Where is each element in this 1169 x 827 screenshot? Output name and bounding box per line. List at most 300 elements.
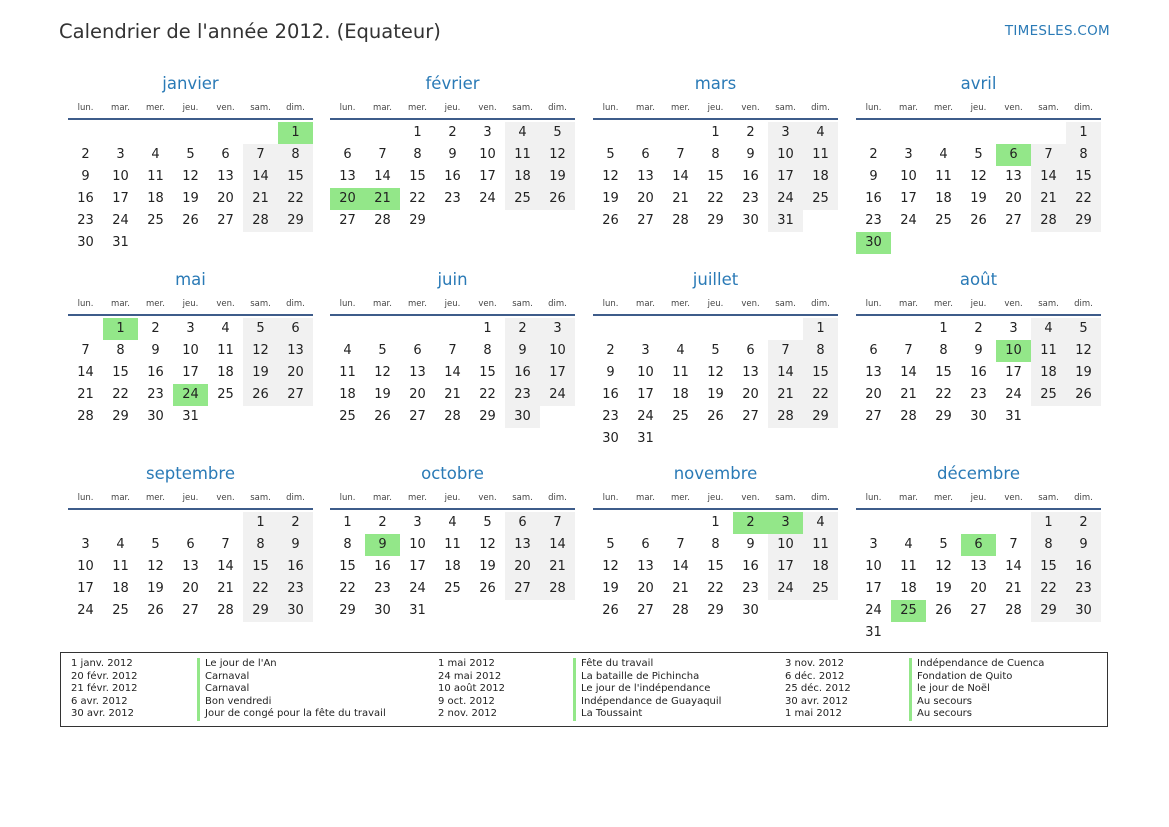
day-cell: 28 <box>900 409 917 424</box>
month-10 <box>330 463 575 622</box>
weekday-label: sam. <box>775 103 796 113</box>
day-cell: 20 <box>505 556 540 578</box>
day-cell: 23 <box>77 213 94 228</box>
day-cell: 23 <box>1066 578 1101 600</box>
weekday-header <box>330 488 575 510</box>
weekday-label: mar. <box>899 493 918 503</box>
day-cell: 22 <box>243 578 278 600</box>
day-cell: 7 <box>448 343 457 358</box>
day-cell: 2 <box>151 321 160 336</box>
empty-cell <box>208 122 243 144</box>
day-cell: 7 <box>676 147 685 162</box>
day-cell: 31 <box>865 625 882 640</box>
day-cell: 2 <box>974 321 983 336</box>
weekday-label: jeu. <box>970 299 987 309</box>
day-cell: 14 <box>243 166 278 188</box>
day-cell: 4 <box>803 122 838 144</box>
empty-cell <box>68 318 103 340</box>
legend-date: 30 avr. 2012 <box>71 708 134 720</box>
day-cell: 28 <box>374 213 391 228</box>
day-cell: 2 <box>746 125 755 140</box>
day-cell: 16 <box>742 169 759 184</box>
weekday-label: mar. <box>899 299 918 309</box>
day-cell: 23 <box>742 191 759 206</box>
day-cell: 4 <box>939 147 948 162</box>
day-cell: 12 <box>602 169 619 184</box>
weekday-header <box>330 98 575 120</box>
day-cell: 4 <box>221 321 230 336</box>
day-cell: 9 <box>278 534 313 556</box>
day-grid <box>68 122 313 254</box>
weekday-label: mar. <box>373 299 392 309</box>
day-cell: 4 <box>448 515 457 530</box>
day-cell: 18 <box>505 166 540 188</box>
empty-cell <box>138 512 173 534</box>
weekday-label: jeu. <box>182 299 199 309</box>
day-cell: 19 <box>374 387 391 402</box>
day-cell: 15 <box>112 365 129 380</box>
day-cell: 12 <box>540 144 575 166</box>
weekday-label: dim. <box>286 299 305 309</box>
day-cell: 12 <box>707 365 724 380</box>
weekday-label: ven. <box>741 299 760 309</box>
day-cell: 20 <box>742 387 759 402</box>
day-cell: 23 <box>742 581 759 596</box>
day-cell: 28 <box>1031 210 1066 232</box>
day-cell: 17 <box>409 559 426 574</box>
day-cell: 14 <box>1031 166 1066 188</box>
month-name: octobre <box>421 464 484 483</box>
day-cell: 23 <box>970 387 987 402</box>
day-cell: 5 <box>483 515 492 530</box>
weekday-label: mer. <box>671 103 690 113</box>
day-cell: 3 <box>81 537 90 552</box>
holiday-day-cell: 1 <box>278 122 313 144</box>
day-cell: 21 <box>1031 188 1066 210</box>
day-cell: 29 <box>1066 210 1101 232</box>
day-cell: 20 <box>1005 191 1022 206</box>
day-cell: 24 <box>1005 387 1022 402</box>
day-cell: 20 <box>970 581 987 596</box>
day-cell: 15 <box>409 169 426 184</box>
weekday-label: lun. <box>865 299 882 309</box>
day-cell: 29 <box>278 210 313 232</box>
day-cell: 12 <box>243 340 278 362</box>
day-cell: 6 <box>641 537 650 552</box>
day-cell: 9 <box>505 340 540 362</box>
empty-cell <box>733 318 768 340</box>
day-grid <box>330 318 575 428</box>
weekday-label: mar. <box>373 493 392 503</box>
weekday-label: ven. <box>1004 103 1023 113</box>
day-cell: 2 <box>278 512 313 534</box>
weekday-label: mar. <box>636 299 655 309</box>
day-cell: 20 <box>409 387 426 402</box>
day-cell: 24 <box>409 581 426 596</box>
month-9 <box>68 463 313 622</box>
holiday-day-cell: 9 <box>365 534 400 556</box>
day-cell: 23 <box>374 581 391 596</box>
day-cell: 26 <box>374 409 391 424</box>
weekday-header <box>68 98 313 120</box>
month-12 <box>856 463 1101 644</box>
day-cell: 10 <box>182 343 199 358</box>
day-cell: 15 <box>1031 556 1066 578</box>
day-cell: 13 <box>409 365 426 380</box>
day-cell: 30 <box>742 603 759 618</box>
day-cell: 25 <box>803 578 838 600</box>
empty-cell <box>628 512 663 534</box>
weekday-header <box>856 294 1101 316</box>
day-cell: 26 <box>707 409 724 424</box>
day-cell: 22 <box>278 188 313 210</box>
day-cell: 20 <box>865 387 882 402</box>
day-cell: 20 <box>278 362 313 384</box>
day-cell: 5 <box>186 147 195 162</box>
day-cell: 28 <box>672 213 689 228</box>
day-cell: 13 <box>278 340 313 362</box>
legend-holiday-name: Le jour de l'indépendance <box>573 683 721 696</box>
weekday-label: dim. <box>1074 299 1093 309</box>
empty-cell <box>365 318 400 340</box>
day-cell: 22 <box>339 581 356 596</box>
day-cell: 22 <box>707 191 724 206</box>
day-cell: 5 <box>1066 318 1101 340</box>
day-cell: 16 <box>147 365 164 380</box>
weekday-label: sam. <box>1038 493 1059 503</box>
weekday-label: mar. <box>636 493 655 503</box>
day-cell: 6 <box>343 147 352 162</box>
day-cell: 11 <box>112 559 129 574</box>
day-cell: 7 <box>768 340 803 362</box>
day-cell: 10 <box>540 340 575 362</box>
empty-cell <box>365 122 400 144</box>
site-link[interactable]: TIMESLES.COM <box>1004 23 1110 39</box>
day-cell: 9 <box>1066 534 1101 556</box>
empty-cell <box>996 512 1031 534</box>
holiday-day-cell: 1 <box>103 318 138 340</box>
day-cell: 30 <box>602 431 619 446</box>
weekday-label: mer. <box>408 103 427 113</box>
day-cell: 23 <box>865 213 882 228</box>
day-cell: 22 <box>112 387 129 402</box>
day-cell: 1 <box>413 125 422 140</box>
empty-cell <box>891 318 926 340</box>
day-cell: 13 <box>970 559 987 574</box>
weekday-label: ven. <box>478 493 497 503</box>
legend-date: 21 févr. 2012 <box>71 683 138 695</box>
legend-names-col-3 <box>909 658 1044 721</box>
day-cell: 10 <box>768 534 803 556</box>
month-name: décembre <box>937 464 1020 483</box>
weekday-label: dim. <box>286 103 305 113</box>
day-cell: 21 <box>900 387 917 402</box>
day-cell: 13 <box>217 169 234 184</box>
day-cell: 3 <box>116 147 125 162</box>
day-cell: 3 <box>483 125 492 140</box>
legend-holiday-name: La Toussaint <box>573 708 721 721</box>
day-cell: 17 <box>637 387 654 402</box>
day-cell: 22 <box>707 581 724 596</box>
day-cell: 9 <box>606 365 615 380</box>
weekday-label: lun. <box>339 299 356 309</box>
legend-holiday-name: Fête du travail <box>573 658 721 671</box>
day-cell: 15 <box>243 556 278 578</box>
day-cell: 18 <box>444 559 461 574</box>
month-name: mars <box>694 74 737 93</box>
month-5 <box>68 269 313 428</box>
day-cell: 5 <box>606 147 615 162</box>
legend-date: 1 janv. 2012 <box>71 658 133 669</box>
month-7 <box>593 269 838 450</box>
day-cell: 7 <box>243 144 278 166</box>
empty-cell <box>208 512 243 534</box>
day-cell: 18 <box>112 581 129 596</box>
holiday-day-cell: 30 <box>856 232 891 254</box>
day-cell: 7 <box>540 512 575 534</box>
weekday-label: mer. <box>408 299 427 309</box>
day-cell: 14 <box>672 169 689 184</box>
day-cell: 3 <box>1009 321 1018 336</box>
day-cell: 30 <box>1066 600 1101 622</box>
day-cell: 16 <box>865 191 882 206</box>
day-grid <box>856 318 1101 428</box>
day-cell: 8 <box>1066 144 1101 166</box>
day-cell: 18 <box>803 556 838 578</box>
day-cell: 19 <box>707 387 724 402</box>
weekday-label: ven. <box>741 493 760 503</box>
legend-date: 24 mai 2012 <box>438 670 502 682</box>
day-cell: 13 <box>865 365 882 380</box>
day-cell: 30 <box>374 603 391 618</box>
day-cell: 3 <box>186 321 195 336</box>
weekday-label: ven. <box>478 299 497 309</box>
weekday-label: mar. <box>636 103 655 113</box>
day-cell: 5 <box>540 122 575 144</box>
day-cell: 19 <box>970 191 987 206</box>
day-cell: 29 <box>935 409 952 424</box>
weekday-label: sam. <box>1038 299 1059 309</box>
day-cell: 28 <box>672 603 689 618</box>
day-cell: 7 <box>1009 537 1018 552</box>
day-cell: 14 <box>217 559 234 574</box>
day-cell: 30 <box>970 409 987 424</box>
holiday-day-cell: 3 <box>768 512 803 534</box>
day-cell: 15 <box>707 559 724 574</box>
day-cell: 15 <box>935 365 952 380</box>
day-grid <box>593 122 838 232</box>
holiday-day-cell: 6 <box>961 534 996 556</box>
month-1 <box>68 73 313 254</box>
day-cell: 12 <box>1066 340 1101 362</box>
month-3 <box>593 73 838 232</box>
day-cell: 12 <box>374 365 391 380</box>
empty-cell <box>593 318 628 340</box>
weekday-label: dim. <box>1074 493 1093 503</box>
weekday-label: lun. <box>339 493 356 503</box>
day-cell: 15 <box>479 365 496 380</box>
legend-date: 9 oct. 2012 <box>438 695 495 707</box>
weekday-label: dim. <box>548 299 567 309</box>
weekday-label: ven. <box>216 299 235 309</box>
day-cell: 1 <box>803 318 838 340</box>
day-cell: 15 <box>278 166 313 188</box>
page-title: Calendrier de l'année 2012. (Equateur) <box>59 20 441 43</box>
legend-date: 6 déc. 2012 <box>785 670 845 682</box>
day-cell: 24 <box>637 409 654 424</box>
day-cell: 26 <box>935 603 952 618</box>
weekday-header <box>593 488 838 510</box>
legend-holiday-name: Indépendance de Cuenca <box>909 658 1044 671</box>
legend-holiday-name: La bataille de Pichincha <box>573 671 721 684</box>
day-cell: 25 <box>505 188 540 210</box>
holiday-legend <box>60 652 1108 727</box>
day-cell: 5 <box>939 537 948 552</box>
empty-cell <box>663 122 698 144</box>
day-cell: 29 <box>803 406 838 428</box>
day-cell: 27 <box>742 409 759 424</box>
empty-cell <box>926 512 961 534</box>
day-grid <box>856 122 1101 254</box>
day-cell: 16 <box>1066 556 1101 578</box>
holiday-day-cell: 6 <box>996 144 1031 166</box>
legend-holiday-name: Indépendance de Guayaquil <box>573 696 721 709</box>
day-cell: 21 <box>243 188 278 210</box>
day-cell: 2 <box>81 147 90 162</box>
empty-cell <box>926 122 961 144</box>
day-cell: 14 <box>900 365 917 380</box>
day-cell: 29 <box>243 600 278 622</box>
day-cell: 18 <box>1031 362 1066 384</box>
empty-cell <box>68 122 103 144</box>
day-cell: 31 <box>112 235 129 250</box>
day-cell: 14 <box>540 534 575 556</box>
holiday-day-cell: 20 <box>330 188 365 210</box>
day-cell: 27 <box>182 603 199 618</box>
day-cell: 16 <box>444 169 461 184</box>
empty-cell <box>663 512 698 534</box>
day-cell: 10 <box>112 169 129 184</box>
day-grid <box>330 122 575 232</box>
weekday-label: jeu. <box>182 493 199 503</box>
day-cell: 8 <box>1031 534 1066 556</box>
day-cell: 20 <box>217 191 234 206</box>
day-cell: 10 <box>768 144 803 166</box>
day-cell: 19 <box>1066 362 1101 384</box>
day-cell: 22 <box>1066 188 1101 210</box>
weekday-label: jeu. <box>444 103 461 113</box>
day-cell: 9 <box>448 147 457 162</box>
day-cell: 16 <box>742 559 759 574</box>
weekday-label: jeu. <box>970 493 987 503</box>
empty-cell <box>891 122 926 144</box>
day-cell: 11 <box>672 365 689 380</box>
day-cell: 5 <box>243 318 278 340</box>
day-cell: 29 <box>1031 600 1066 622</box>
day-cell: 21 <box>768 384 803 406</box>
month-name: février <box>425 74 480 93</box>
weekday-label: lun. <box>77 299 94 309</box>
day-cell: 8 <box>343 537 352 552</box>
empty-cell <box>400 318 435 340</box>
day-cell: 8 <box>803 340 838 362</box>
day-cell: 10 <box>409 537 426 552</box>
day-cell: 11 <box>147 169 164 184</box>
day-cell: 22 <box>1031 578 1066 600</box>
legend-names-col-2 <box>573 658 721 721</box>
empty-cell <box>891 512 926 534</box>
day-cell: 17 <box>768 166 803 188</box>
day-cell: 21 <box>1005 581 1022 596</box>
day-cell: 5 <box>378 343 387 358</box>
weekday-label: mar. <box>899 103 918 113</box>
empty-cell <box>243 122 278 144</box>
legend-holiday-name: Fondation de Quito <box>909 671 1044 684</box>
day-cell: 23 <box>602 409 619 424</box>
empty-cell <box>103 512 138 534</box>
day-cell: 4 <box>343 343 352 358</box>
weekday-label: mer. <box>408 493 427 503</box>
weekday-label: dim. <box>1074 103 1093 113</box>
weekday-label: lun. <box>602 299 619 309</box>
day-cell: 4 <box>803 512 838 534</box>
day-cell: 11 <box>1031 340 1066 362</box>
day-cell: 29 <box>707 213 724 228</box>
month-name: septembre <box>146 464 235 483</box>
weekday-label: ven. <box>216 103 235 113</box>
weekday-label: jeu. <box>444 299 461 309</box>
day-cell: 7 <box>676 537 685 552</box>
empty-cell <box>996 122 1031 144</box>
day-grid <box>593 318 838 450</box>
day-cell: 26 <box>1066 384 1101 406</box>
day-cell: 15 <box>339 559 356 574</box>
weekday-header <box>593 294 838 316</box>
day-cell: 6 <box>746 343 755 358</box>
day-cell: 30 <box>505 406 540 428</box>
day-cell: 18 <box>935 191 952 206</box>
day-cell: 19 <box>479 559 496 574</box>
day-cell: 9 <box>974 343 983 358</box>
day-cell: 16 <box>970 365 987 380</box>
day-cell: 5 <box>974 147 983 162</box>
weekday-label: mer. <box>671 299 690 309</box>
holiday-day-cell: 2 <box>733 512 768 534</box>
legend-date: 1 mai 2012 <box>785 708 842 720</box>
day-cell: 27 <box>278 384 313 406</box>
weekday-header <box>68 294 313 316</box>
day-cell: 31 <box>768 210 803 232</box>
day-cell: 24 <box>865 603 882 618</box>
legend-date: 6 avr. 2012 <box>71 695 128 707</box>
day-cell: 15 <box>803 362 838 384</box>
empty-cell <box>593 122 628 144</box>
weekday-label: sam. <box>250 103 271 113</box>
legend-holiday-name: Au secours <box>909 708 1044 721</box>
day-cell: 14 <box>768 362 803 384</box>
day-cell: 19 <box>147 581 164 596</box>
day-cell: 22 <box>935 387 952 402</box>
day-cell: 6 <box>186 537 195 552</box>
day-cell: 28 <box>540 578 575 600</box>
day-cell: 23 <box>278 578 313 600</box>
weekday-label: ven. <box>216 493 235 503</box>
empty-cell <box>768 318 803 340</box>
weekday-label: mar. <box>111 103 130 113</box>
empty-cell <box>856 512 891 534</box>
weekday-label: mer. <box>146 299 165 309</box>
day-cell: 3 <box>413 515 422 530</box>
